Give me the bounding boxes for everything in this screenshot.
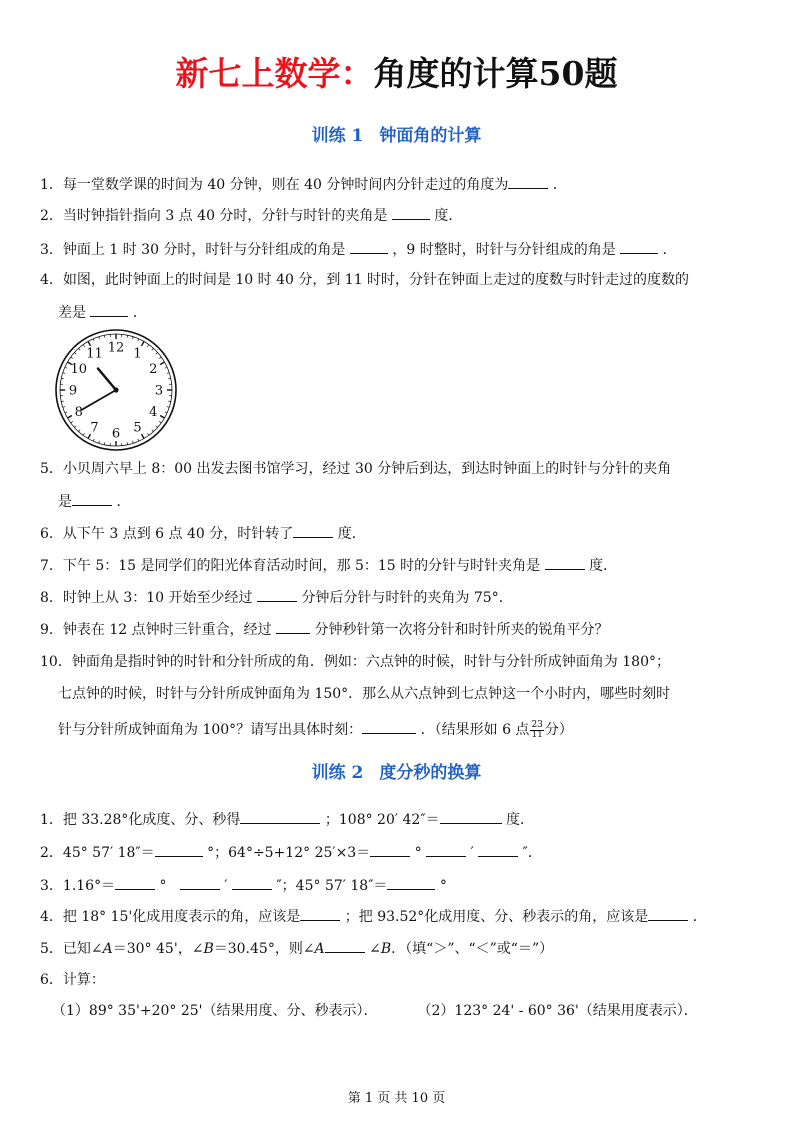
answer-blank[interactable] <box>325 937 365 953</box>
question-1-10-line2: 七点钟的时候，时针与分针所成钟面角为 150°．那么从六点钟到七点钟这一个小时内，哪些时刻时 <box>58 686 671 702</box>
section-1-text: 钟面角的计算 <box>379 126 482 146</box>
answer-blank[interactable] <box>180 874 220 890</box>
question-1-6: 6．从下午 3 点到 6 点 40 分，时针转了 度． <box>40 522 757 545</box>
question-1-9: 9．钟表在 12 点钟时三针重合，经过 分钟秒针第一次将分针和时针所夹的锐角平分？ <box>40 618 757 641</box>
question-1-10: 10．钟面角是指时钟的时针和分针所成的角．例如：六点钟的时候，时针与分针所成钟面角为 180°； <box>40 654 670 670</box>
answer-blank[interactable] <box>508 173 548 189</box>
answer-blank[interactable] <box>90 301 128 317</box>
answer-blank[interactable] <box>155 841 203 857</box>
answer-blank[interactable] <box>276 618 310 634</box>
section-2-title <box>0 761 793 785</box>
answer-blank[interactable] <box>300 905 340 921</box>
question-2-1: 1．把 33.28°化成度、分、秒得 ；108° 20′ 42″＝ 度． <box>40 808 757 831</box>
answer-blank[interactable] <box>293 522 333 538</box>
answer-blank[interactable] <box>648 905 688 921</box>
question-2-6-part-2: （2）123° 24' - 60° 36'（结果用度表示）． <box>417 1003 698 1019</box>
answer-blank[interactable] <box>545 554 585 570</box>
question-2-2: 2．45° 57′ 18″＝ °；64°÷5+12° 25′×3＝ ° ′ ″． <box>40 841 757 864</box>
clock-number: 11 <box>86 346 103 362</box>
answer-blank[interactable] <box>440 808 502 824</box>
section-1-number: 训练 1 <box>311 126 364 146</box>
clock-number: 7 <box>90 420 99 436</box>
clock-center <box>113 387 118 392</box>
clock-number: 9 <box>68 383 78 399</box>
clock-number: 10 <box>70 362 88 377</box>
answer-blank[interactable] <box>387 874 435 890</box>
page-title-red: 新七上数学： <box>175 54 374 93</box>
answer-blank[interactable] <box>620 238 658 254</box>
answer-blank[interactable] <box>240 808 320 824</box>
section-2-number: 训练 2 <box>311 763 364 783</box>
question-2-6-parts <box>52 1000 757 1022</box>
question-2-6: 6．计算： <box>40 972 105 988</box>
question-1-7: 7．下午 5：15 是同学们的阳光体育活动时间，那 5：15 时的分针与时针夹角是 度． <box>40 554 757 577</box>
question-2-4: 4．把 18° 15'化成用度表示的角，应该是 ；把 93.52°化成用度、分、秒表示的角，应该是 ． <box>40 905 757 928</box>
page-title <box>0 52 793 96</box>
question-1-1: 1．每一堂数学课的时间为 40 分钟，则在 40 分钟时间内分针走过的角度为 ． <box>40 173 757 196</box>
answer-blank[interactable] <box>257 586 297 602</box>
clock-number: 12 <box>107 340 125 356</box>
answer-blank[interactable] <box>426 841 466 857</box>
clock-figure <box>54 328 178 452</box>
page-title-black: 角度的计算50题 <box>373 54 618 93</box>
question-1-2: 2．当时钟指针指向 3 点 40 分时，分针与时针的夹角是 度． <box>40 204 757 227</box>
answer-blank[interactable] <box>350 238 388 254</box>
answer-blank[interactable] <box>370 841 410 857</box>
clock-number: 1 <box>133 346 142 362</box>
clock-number: 8 <box>74 405 83 420</box>
question-1-3: 3．钟面上 1 时 30 分时，时针与分针组成的角是 ，9 时整时，时针与分针组成的角是 ． <box>40 238 757 261</box>
question-2-3: 3．1.16°＝ ° ′ ″；45° 57′ 18″＝ ° <box>40 874 757 897</box>
question-1-4-cont: 差是 ． <box>58 301 757 324</box>
answer-blank[interactable] <box>72 490 112 506</box>
clock-number: 5 <box>133 420 142 436</box>
answer-blank[interactable] <box>392 204 430 220</box>
clock-number: 2 <box>149 362 158 377</box>
question-1-5-cont: 是 ． <box>58 490 757 513</box>
question-1-10-line3: 针与分针所成钟面角为 100°？请写出具体时刻： ．（结果形如 6 点 $\frac{23}{11}$ 分） <box>58 719 573 740</box>
question-1-8: 8．时钟上从 3：10 开始至少经过 分钟后分针与时针的夹角为 75°． <box>40 586 757 609</box>
answer-blank[interactable] <box>362 718 416 734</box>
clock-number: 6 <box>111 426 121 442</box>
fraction: $\frac{23}{11}$ <box>531 719 543 740</box>
question-1-5: 5．小贝周六早上 8：00 出发去图书馆学习，经过 30 分钟后到达，到达时钟面上的时针与分针的夹角 <box>40 461 672 477</box>
answer-blank[interactable] <box>478 841 518 857</box>
section-1-title <box>0 124 793 148</box>
answer-blank[interactable] <box>232 874 272 890</box>
page-footer: 第 1 页 共 10 页 <box>347 1091 446 1106</box>
question-2-6-part-1: （1）89° 35'+20° 25'（结果用度、分、秒表示）． <box>52 1003 378 1019</box>
section-2-text: 度分秒的换算 <box>379 763 482 783</box>
clock-number: 3 <box>154 383 164 399</box>
question-1-4: 4．如图，此时钟面上的时间是 10 时 40 分，到 11 时时，分针在钟面上走过的度数与时针走过的度数的 <box>40 272 690 288</box>
answer-blank[interactable] <box>115 874 155 890</box>
clock-number: 4 <box>149 405 158 420</box>
question-2-5: 5．已知∠A＝30° 45'，∠B＝30.45°，则∠A ∠B．（填“＞”、“＜”或“＝”） <box>40 937 757 960</box>
